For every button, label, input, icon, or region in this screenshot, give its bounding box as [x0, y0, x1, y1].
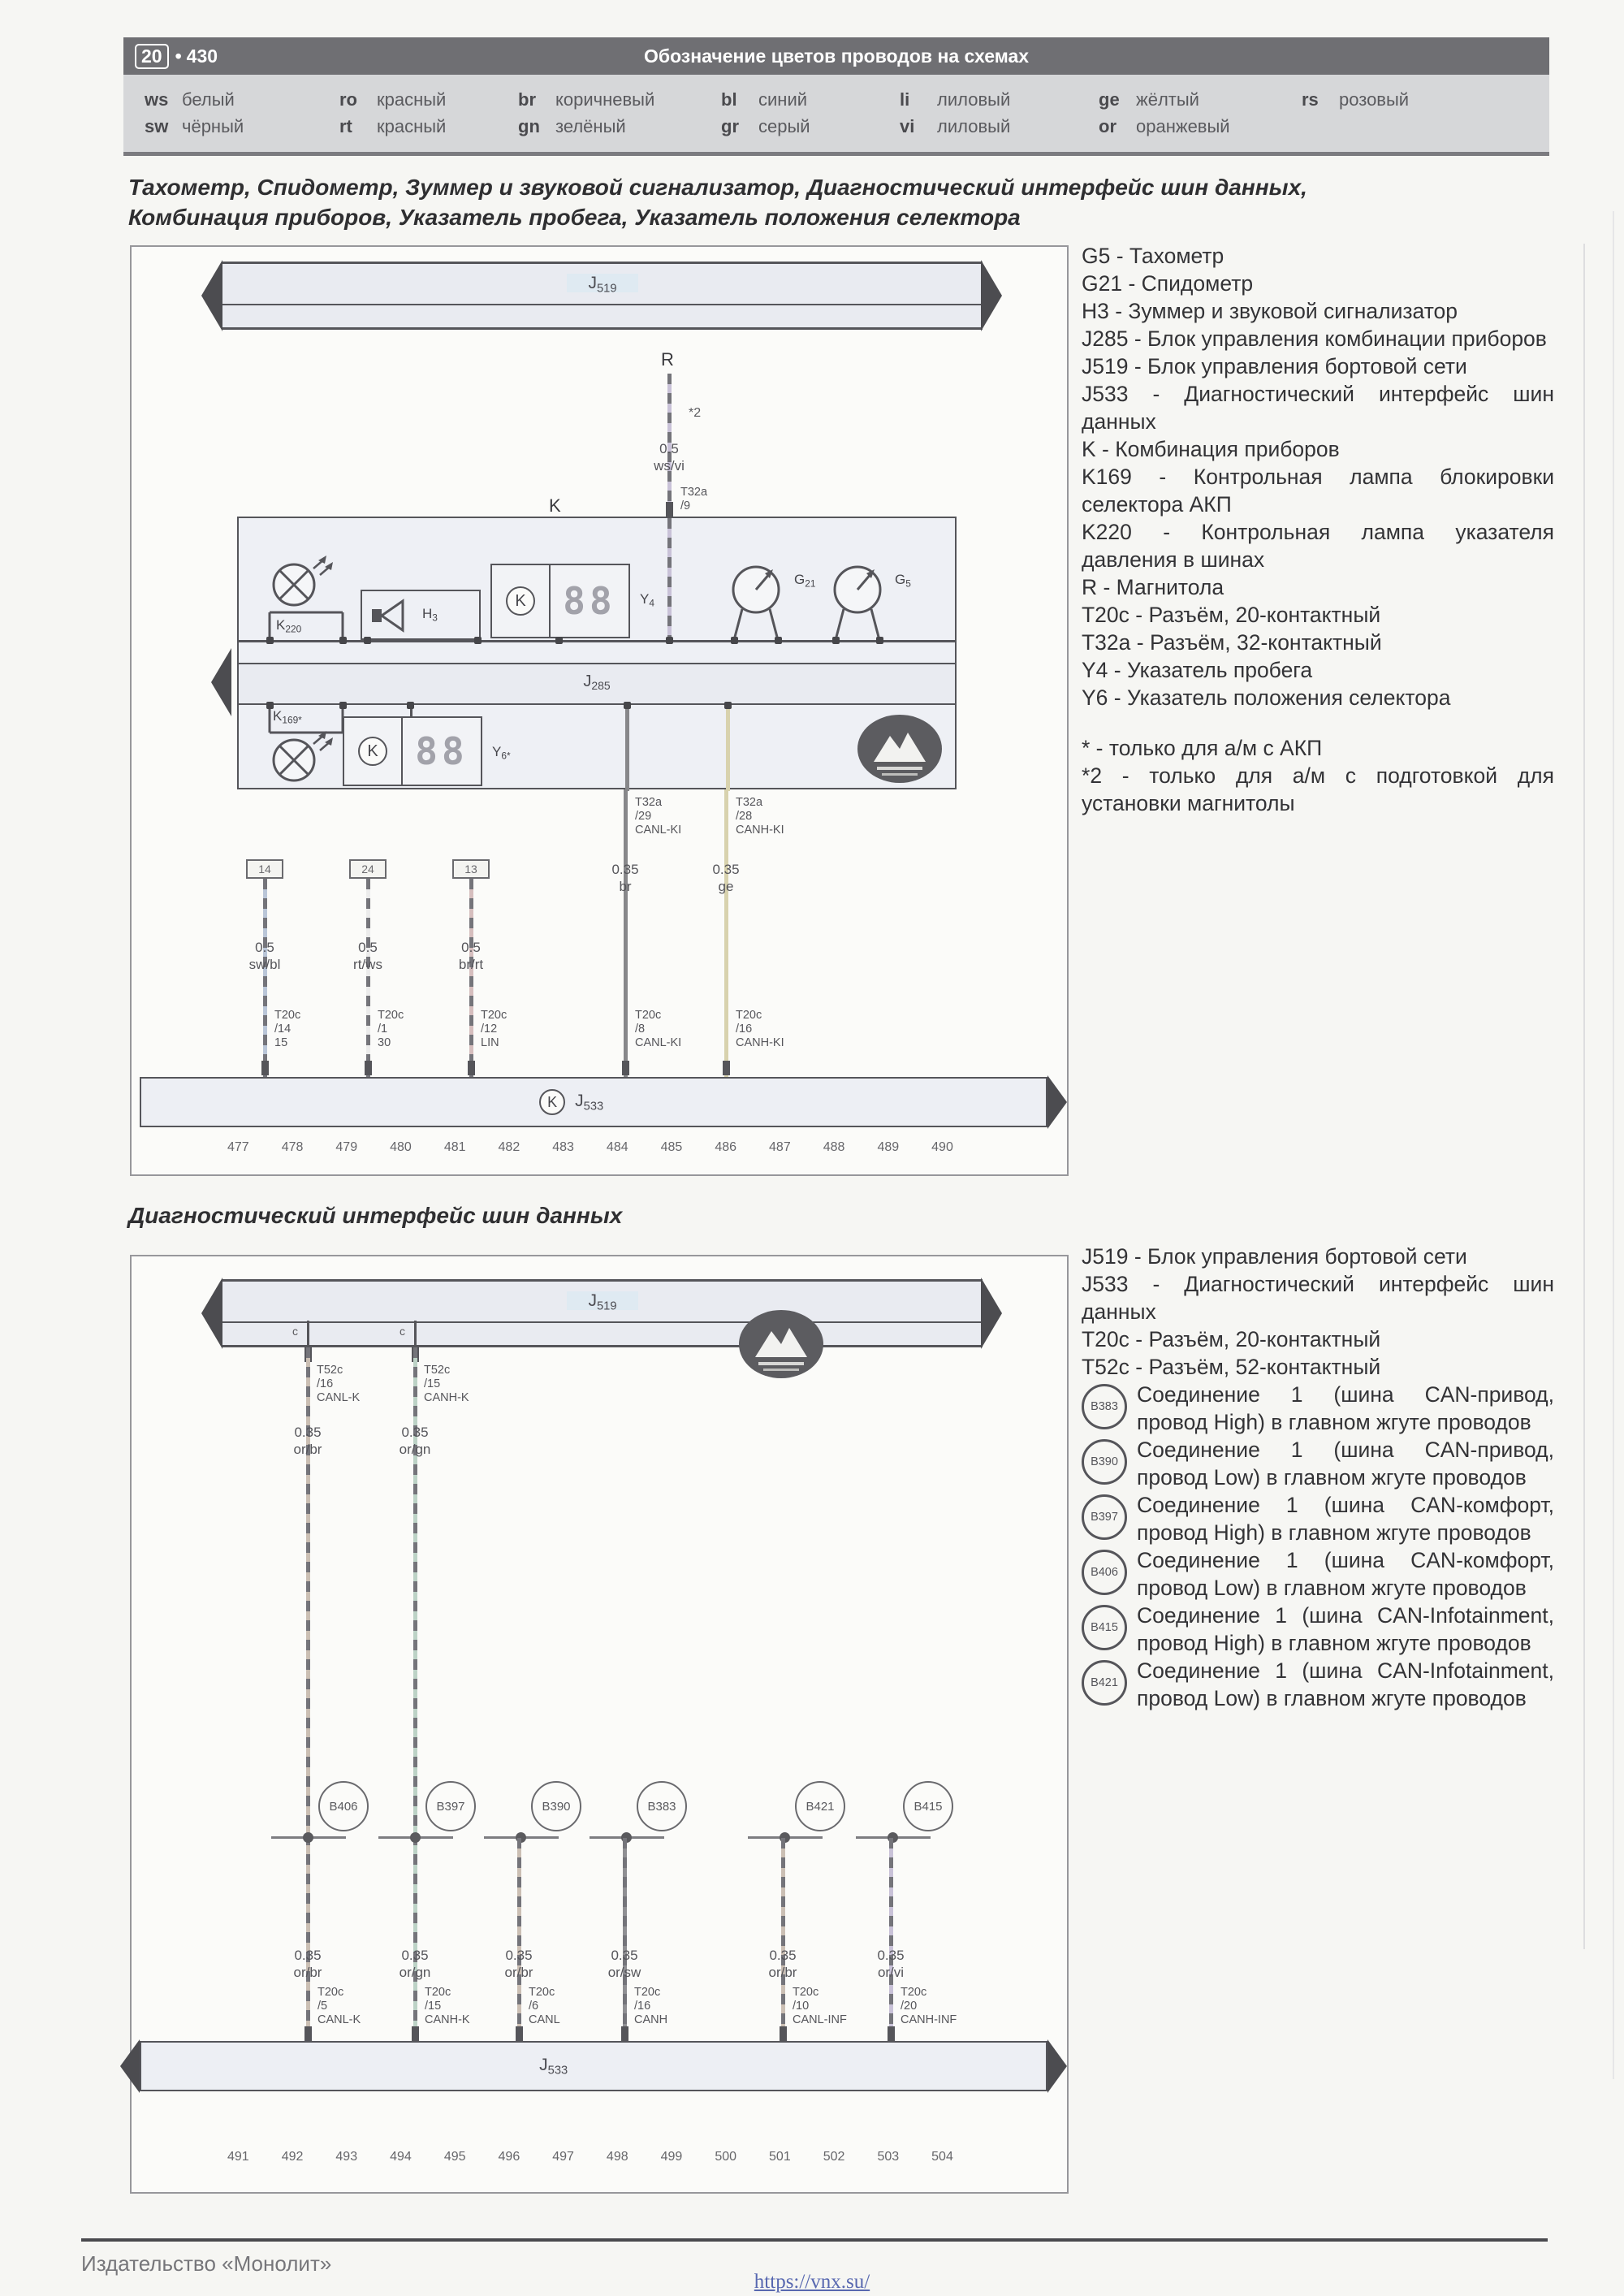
circled-k-icon: K [358, 737, 387, 766]
monolit-logo [854, 713, 945, 788]
color-code: rs [1302, 89, 1319, 110]
connector-label-t20c-8: T20c /8 CANL-KI [635, 1009, 682, 1049]
track-number: 500 [715, 2150, 737, 2164]
connector-label-t20c-16: T20c /16 CANH-KI [736, 1009, 784, 1049]
legend-connection-item [1082, 1436, 1554, 1491]
wire-canh-inside [726, 705, 730, 791]
track-number: 480 [390, 1140, 412, 1154]
connector-label-t20c-5: T20c /5 CANL-K [317, 1986, 361, 2026]
connector-label-t32a-28: T32a /28 CANH-KI [736, 796, 784, 837]
connector-tick [621, 2026, 628, 2041]
legend-connection-item [1082, 1491, 1554, 1546]
terminal-dot [731, 637, 738, 644]
legend-connection-text: Соединение 1 (шина CAN-комфорт, провод High) в главном жгуте проводов [1137, 1493, 1554, 1545]
bus-label-j533: $J_{533}$ [539, 2055, 568, 2078]
component-label-h3: $H_3$ [422, 606, 438, 624]
track-number: 489 [877, 1140, 900, 1154]
bus-pin-line [414, 1321, 417, 1347]
terminal-dot [775, 637, 782, 644]
connector-label-t20c-12: T20c /12 LIN [481, 1009, 508, 1049]
terminal-dot [474, 637, 482, 644]
legend-connection-text: Соединение 1 (шина CAN-привод, провод Low) в главном жгуте проводов [1137, 1438, 1554, 1490]
footer-rule [81, 2238, 1548, 2242]
seven-segment-display: 88 [563, 579, 616, 623]
speaker-icon [367, 596, 416, 635]
connector-label-t20c-10: T20c /10 CANL-INF [793, 1986, 847, 2026]
color-name: розовый [1339, 89, 1410, 110]
color-name: коричневый [555, 89, 655, 110]
color-name: лиловый [937, 89, 1011, 110]
terminal-dot [832, 637, 840, 644]
connector-label-t20c-14: T20c /14 15 [274, 1009, 301, 1049]
track-number: 503 [877, 2150, 900, 2164]
track-number: 487 [769, 1140, 791, 1154]
selector-display [343, 716, 482, 786]
legend-column [900, 86, 1099, 152]
junction-dot [303, 1832, 313, 1843]
terminal-dot [624, 702, 631, 709]
bus-pin-line [307, 1321, 309, 1347]
legend-column [1302, 86, 1448, 152]
track-number: 501 [769, 2150, 791, 2164]
color-code: ro [339, 89, 357, 110]
publisher-name: Издательство «Монолит» [81, 2251, 332, 2276]
legend-item: Y4 - Указатель пробега [1082, 658, 1313, 682]
connector-tick [780, 2026, 787, 2041]
connection-circle-icon: B415 [1082, 1605, 1127, 1650]
track-number: 497 [552, 2150, 574, 2164]
connection-circle-b390: B390 [531, 1781, 581, 1831]
terminal-dot [339, 637, 347, 644]
wire-terminal-15 [263, 879, 267, 1077]
color-name: красный [377, 89, 447, 110]
track-number: 477 [227, 1140, 249, 1154]
component-label-y4: $Y_4$ [640, 591, 654, 609]
track-number: 491 [227, 2150, 249, 2164]
wire-lin [469, 879, 473, 1077]
connection-circle-b383: B383 [637, 1781, 687, 1831]
wire-canh [623, 1838, 627, 2041]
wire-size-label: 0.35 or/br [293, 1425, 322, 1457]
track-number: 496 [498, 2150, 520, 2164]
terminal-dot [876, 637, 883, 644]
connector-label-t20c-16: T20c /16 CANH [634, 1986, 668, 2026]
wire-canl-inside [625, 705, 629, 791]
chapter-badge: 20 [135, 44, 169, 69]
track-number: 490 [931, 1140, 953, 1154]
component-label-g5: $G_5$ [895, 572, 911, 590]
pin-label: c [400, 1325, 405, 1338]
wire-canh-inf [889, 1838, 893, 2041]
bullet-separator: • [175, 45, 182, 67]
connector-label-t20c-15: T20c /15 CANH-K [425, 1986, 470, 2026]
component-label-k169: $K_{169*}$ [273, 708, 302, 726]
track-number: 483 [552, 1140, 574, 1154]
color-code: gn [518, 116, 540, 136]
wire-canl [517, 1838, 521, 2041]
connection-circle-icon: B406 [1082, 1550, 1127, 1595]
terminal-dot [364, 637, 371, 644]
legend-item: G21 - Спидометр [1082, 271, 1254, 296]
wire-size-label: 0.35 or/gn [399, 1425, 431, 1457]
bus-j519 [222, 262, 983, 330]
terminal-dot [666, 637, 673, 644]
page-header-bar [123, 37, 1549, 75]
spacer [1082, 711, 1554, 734]
bus-j533 [140, 1077, 1047, 1127]
track-number-row [227, 2150, 953, 2164]
color-name: чёрный [182, 116, 244, 136]
connection-circle-icon: B390 [1082, 1439, 1127, 1485]
bus-label-j533: K $J_{533}$ [539, 1089, 603, 1115]
speedometer-gauge-icon [710, 559, 804, 642]
color-code: sw [145, 116, 169, 136]
wire-canh-ki [724, 789, 728, 1077]
display-cell-k [344, 718, 403, 785]
track-reference-box: 24 [349, 859, 387, 879]
connector-tick [412, 2026, 419, 2041]
component-legend-2 [1082, 1243, 1554, 1712]
legend-column [721, 86, 900, 152]
connection-circle-icon: B397 [1082, 1494, 1127, 1540]
bus-label-j285: $J_{285}$ [583, 672, 611, 693]
track-number: 495 [443, 2150, 466, 2164]
component-legend-1 [1082, 242, 1554, 817]
legend-item: T20c - Разъём, 20-контактный [1082, 603, 1381, 627]
legend-item: H3 - Зуммер и звуковой сигнализатор [1082, 299, 1458, 323]
legend-column [339, 86, 518, 152]
track-reference-box: 13 [452, 859, 490, 879]
wire-size-label: 0.35 or/br [504, 1948, 533, 1980]
wire-size-label: 0.35 or/gn [399, 1948, 431, 1980]
legend-item: J519 - Блок управления бортовой сети [1082, 1244, 1467, 1269]
track-number: 484 [606, 1140, 628, 1154]
wire-size-label: 0.35 or/sw [607, 1948, 641, 1980]
terminal-dot [339, 702, 347, 709]
track-number: 499 [660, 2150, 683, 2164]
wire-size-label: 0.35 br [611, 862, 639, 894]
wire-size-label: 0.5 rt/ws [353, 940, 382, 972]
legend-item: G5 - Тахометр [1082, 244, 1224, 268]
legend-column [518, 86, 721, 152]
circled-k-icon: K [539, 1089, 565, 1115]
connector-tick [261, 1061, 269, 1075]
legend-item: J285 - Блок управления комбинации приборов [1082, 326, 1547, 351]
legend-item: T52c - Разъём, 52-контактный [1082, 1355, 1381, 1379]
terminal-dot [407, 702, 414, 709]
legend-connection-item [1082, 1657, 1554, 1712]
bus-j285 [239, 663, 955, 705]
wire-canl-inf [781, 1838, 785, 2041]
bus-divider [222, 304, 983, 305]
connector-tick [666, 502, 673, 517]
track-reference-box: 14 [246, 859, 283, 879]
legend-column [1099, 86, 1302, 152]
legend-connection-text: Соединение 1 (шина CAN-Infotainment, провод Low) в главном жгуте проводов [1137, 1658, 1554, 1710]
track-number: 478 [281, 1140, 304, 1154]
color-code: gr [721, 116, 739, 136]
display-cell-k [492, 565, 551, 637]
color-code: vi [900, 116, 915, 136]
footer-link-wrap [0, 2271, 1624, 2294]
wire-canl-ki [624, 789, 628, 1077]
connector-label-t32a-29: T32a /29 CANL-KI [635, 796, 682, 837]
tachometer-gauge-icon [811, 559, 905, 642]
bus-label: $J_{519}$ [222, 1291, 983, 1312]
track-number-row [227, 1140, 953, 1155]
bus-label: $J_{519}$ [222, 274, 983, 295]
track-number: 493 [335, 2150, 358, 2164]
color-code: ge [1099, 89, 1120, 110]
color-code: li [900, 89, 910, 110]
seven-segment-display: 88 [415, 729, 469, 773]
track-number: 502 [823, 2150, 845, 2164]
legend-item: J519 - Блок управления бортовой сети [1082, 354, 1467, 378]
connector-label-t32a-9: T32a /9 [680, 486, 708, 512]
wiring-diagram-2 [130, 1255, 1069, 2194]
connection-circle-b415: B415 [903, 1781, 953, 1831]
wire-size-label: 0.5 sw/bl [248, 940, 281, 972]
legend-connection-text: Соединение 1 (шина CAN-комфорт, провод Low) в главном жгуте проводов [1137, 1548, 1554, 1600]
track-number: 498 [606, 2150, 628, 2164]
track-number: 481 [443, 1140, 466, 1154]
scan-artifact-line [1613, 211, 1614, 2079]
legend-item: K - Комбинация приборов [1082, 437, 1340, 461]
wire-terminal-30 [366, 879, 370, 1077]
section2-title: Диагностический интерфейс шин данных [128, 1203, 623, 1228]
instrument-cluster-box [237, 517, 957, 789]
color-code: ws [145, 89, 169, 110]
wire-color-legend [123, 75, 1549, 156]
continuation-arrow-left-icon [201, 1278, 222, 1349]
component-label-y6: $Y_{6*}$ [492, 744, 511, 762]
color-name: красный [377, 116, 447, 136]
connection-circle-b406: B406 [318, 1781, 369, 1831]
legend-note: *2 - только для а/м с подготовкой для установки магнитолы [1082, 763, 1554, 815]
wire-size-label: 0.5 br/rt [458, 940, 484, 972]
legend-connection-item [1082, 1602, 1554, 1657]
warning-lamp-icon [252, 705, 349, 789]
wire-size-label: 0.35 or/br [768, 1948, 797, 1980]
track-number: 488 [823, 1140, 845, 1154]
component-label-k220: $K_{220}$ [276, 617, 302, 635]
track-number: 482 [498, 1140, 520, 1154]
wire-size-label: 0.5 ws/vi [654, 441, 685, 473]
color-code: bl [721, 89, 737, 110]
component-label-k: K [549, 495, 561, 516]
connector-tick [304, 2026, 312, 2041]
connector-tick [365, 1061, 372, 1075]
legend-connection-text: Соединение 1 (шина CAN-привод, провод High) в главном жгуте проводов [1137, 1382, 1554, 1434]
junction-dot [410, 1832, 421, 1843]
connector-tick [468, 1061, 475, 1075]
wire-r-inside [667, 518, 672, 640]
track-number: 504 [931, 2150, 953, 2164]
legend-column [123, 86, 339, 152]
continuation-arrow-right-icon [981, 1278, 1002, 1349]
continuation-arrow-left-icon [211, 648, 231, 716]
bus-divider [222, 1321, 983, 1323]
color-name: лиловый [937, 116, 1011, 136]
pin-label: c [292, 1325, 298, 1338]
connector-tick [723, 1061, 730, 1075]
legend-item: T32a - Разъём, 32-контактный [1082, 630, 1382, 655]
source-link[interactable]: https://vnx.su/ [754, 2271, 870, 2293]
connector-tick [888, 2026, 895, 2041]
legend-connection-item [1082, 1546, 1554, 1602]
connector-tick [622, 1061, 629, 1075]
color-name: белый [182, 89, 235, 110]
color-name: серый [758, 116, 810, 136]
circled-k-icon: K [506, 586, 535, 616]
track-number: 494 [390, 2150, 412, 2164]
connector-label-t52c-15: T52c /15 CANH-K [424, 1364, 469, 1404]
continuation-arrow-right-icon [981, 260, 1002, 331]
connector-label-t52c-16: T52c /16 CANL-K [317, 1364, 361, 1404]
wiring-diagram-1 [130, 245, 1069, 1176]
continuation-arrow-left-icon [201, 260, 222, 331]
page-number: 430 [186, 45, 218, 67]
connection-circle-icon: B421 [1082, 1660, 1127, 1706]
legend-item: R - Магнитола [1082, 575, 1224, 599]
track-number: 492 [281, 2150, 304, 2164]
color-name: зелёный [555, 116, 626, 136]
connector-label-t20c-6: T20c /6 CANL [529, 1986, 560, 2026]
connector-label-t20c-20: T20c /20 CANH-INF [901, 1986, 957, 2026]
scan-artifact-line [1583, 244, 1585, 1949]
connection-circle-b421: B421 [795, 1781, 845, 1831]
bus-j519 [222, 1279, 983, 1347]
track-number: 485 [660, 1140, 683, 1154]
header-title: Обозначение цветов проводов на схемах [643, 45, 1030, 67]
color-name: жёлтый [1136, 89, 1199, 110]
component-label-g21: $G_{21}$ [794, 572, 816, 590]
component-label-r: R [661, 349, 674, 370]
terminal-dot [555, 637, 563, 644]
legend-item: J533 - Диагностический интерфейс шин данных [1082, 1272, 1554, 1324]
continuation-arrow-left-icon [120, 2039, 140, 2093]
track-number: 479 [335, 1140, 358, 1154]
connection-circle-icon: B383 [1082, 1384, 1127, 1429]
color-name: синий [758, 89, 808, 110]
legend-item: Y6 - Указатель положения селектора [1082, 685, 1451, 710]
connector-tick [516, 2026, 523, 2041]
odometer-display [490, 564, 630, 638]
bus-j533 [140, 2041, 1047, 2091]
color-code: rt [339, 116, 352, 136]
wire-size-label: 0.35 or/br [293, 1948, 322, 1980]
terminal-dot [724, 702, 732, 709]
track-number: 486 [715, 1140, 737, 1154]
legend-item: K220 - Контрольная лампа указателя давления в шинах [1082, 520, 1554, 572]
connection-circle-b397: B397 [425, 1781, 476, 1831]
legend-item: T20c - Разъём, 20-контактный [1082, 1327, 1381, 1351]
wire-size-label: 0.35 or/vi [877, 1948, 905, 1980]
legend-note: * - только для а/м с АКП [1082, 736, 1323, 760]
wire-size-label: 0.35 ge [712, 862, 740, 894]
color-code: br [518, 89, 536, 110]
legend-connection-item [1082, 1381, 1554, 1436]
legend-item: K169 - Контрольная лампа блокировки селектора АКП [1082, 465, 1554, 517]
legend-connection-text: Соединение 1 (шина CAN-Infotainment, провод High) в главном жгуте проводов [1137, 1603, 1554, 1655]
section1-title: Тахометр, Спидометр, Зуммер и звуковой сигнализатор, Диагностический интерфейс шин данных, Комбинация приборов, Указатель пробега, Указатель положения селектора [128, 175, 1307, 230]
terminal-dot [266, 637, 274, 644]
continuation-arrow-right-icon [1047, 2039, 1067, 2093]
connector-label-t20c-1: T20c /1 30 [378, 1009, 404, 1049]
legend-item: J533 - Диагностический интерфейс шин данных [1082, 382, 1554, 434]
color-name: оранжевый [1136, 116, 1230, 136]
continuation-arrow-right-icon [1047, 1075, 1067, 1129]
color-code: or [1099, 116, 1116, 136]
note-star2: *2 [689, 406, 702, 420]
monolit-logo [736, 1308, 827, 1383]
terminal-dot [266, 702, 274, 709]
